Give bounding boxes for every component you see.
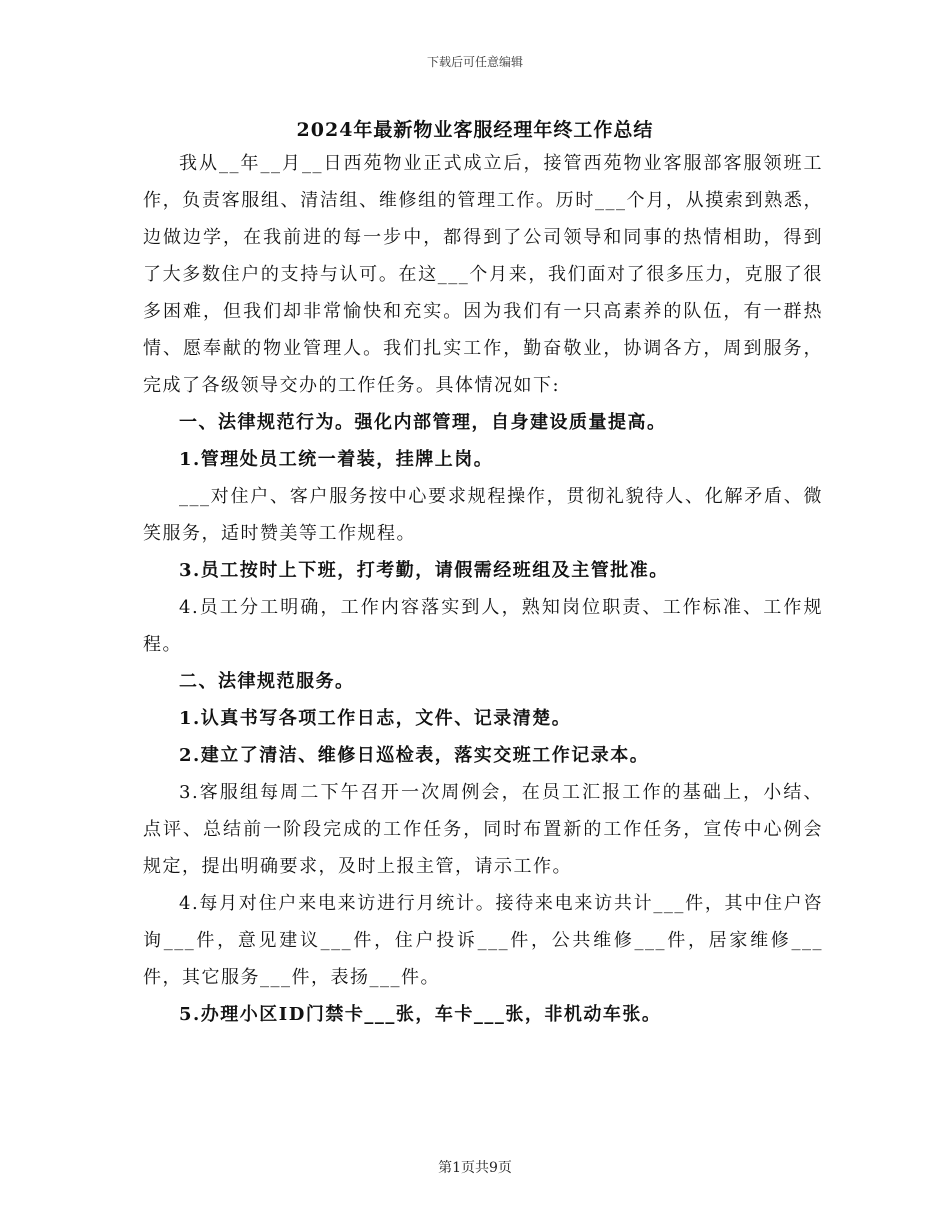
item-2-2: 2.建立了清洁、维修日巡检表，落实交班工作记录本。 — [179, 745, 650, 766]
item-1-4: 4.员工分工明确，工作内容落实到人，熟知岗位职责、工作标准、工作规程。 — [143, 597, 823, 655]
item-2-3: 3.客服组每周二下午召开一次周例会，在员工汇报工作的基础上，小结、点评、总结前一阶段完成的工作任务，同时布置新的工作任务，宣传中心例会规定，提出明确要求，及时上报主管，请示工作。 — [143, 782, 823, 877]
item-1-3: 3.员工按时上下班，打考勤，请假需经班组及主管批准。 — [179, 560, 669, 581]
page-footer: 第1页共9页 — [438, 1160, 512, 1176]
item-1-1: 1.管理处员工统一着装，挂牌上岗。 — [179, 449, 494, 470]
document-body — [143, 145, 823, 1033]
item-2-4: 4.每月对住户来电来访进行月统计。接待来电来访共计___件，其中住户咨询___件，意见建议___件，住户投诉___件，公共维修___件，居家维修___件，其它服务___件，表扬___件。 — [143, 893, 823, 988]
document-title: 2024年最新物业客服经理年终工作总结 — [296, 119, 654, 141]
item-1-2: ___对住户、客户服务按中心要求规程操作，贯彻礼貌待人、化解矛盾、微笑服务，适时赞美等工作规程。 — [143, 486, 823, 544]
item-2-5: 5.办理小区ID门禁卡___张，车卡___张，非机动车张。 — [179, 1004, 662, 1025]
intro-paragraph: 我从__年__月__日西苑物业正式成立后，接管西苑物业客服部客服领班工作，负责客服组、清洁组、维修组的管理工作。历时___个月，从摸索到熟悉，边做边学，在我前进的每一步中，都得到了公司领导和同事的热情相助，得到了大多数住户的支持与认可。在这___个月来，我们面对了很多压力，克服了很多困难，但我们却非常愉快和充实。因为我们有一只高素养的队伍，有一群热情、愿奉献的物业管理人。我们扎实工作，勤奋敬业，协调各方，周到服务，完成了各级领导交办的工作任务。具体情况如下: — [143, 153, 823, 396]
section-heading-1: 一、法律规范行为。强化内部管理，自身建设质量提高。 — [179, 412, 667, 433]
item-2-1: 1.认真书写各项工作日志，文件、记录清楚。 — [179, 708, 572, 729]
section-heading-2: 二、法律规范服务。 — [179, 671, 355, 692]
header-note: 下载后可任意编辑 — [426, 55, 523, 69]
